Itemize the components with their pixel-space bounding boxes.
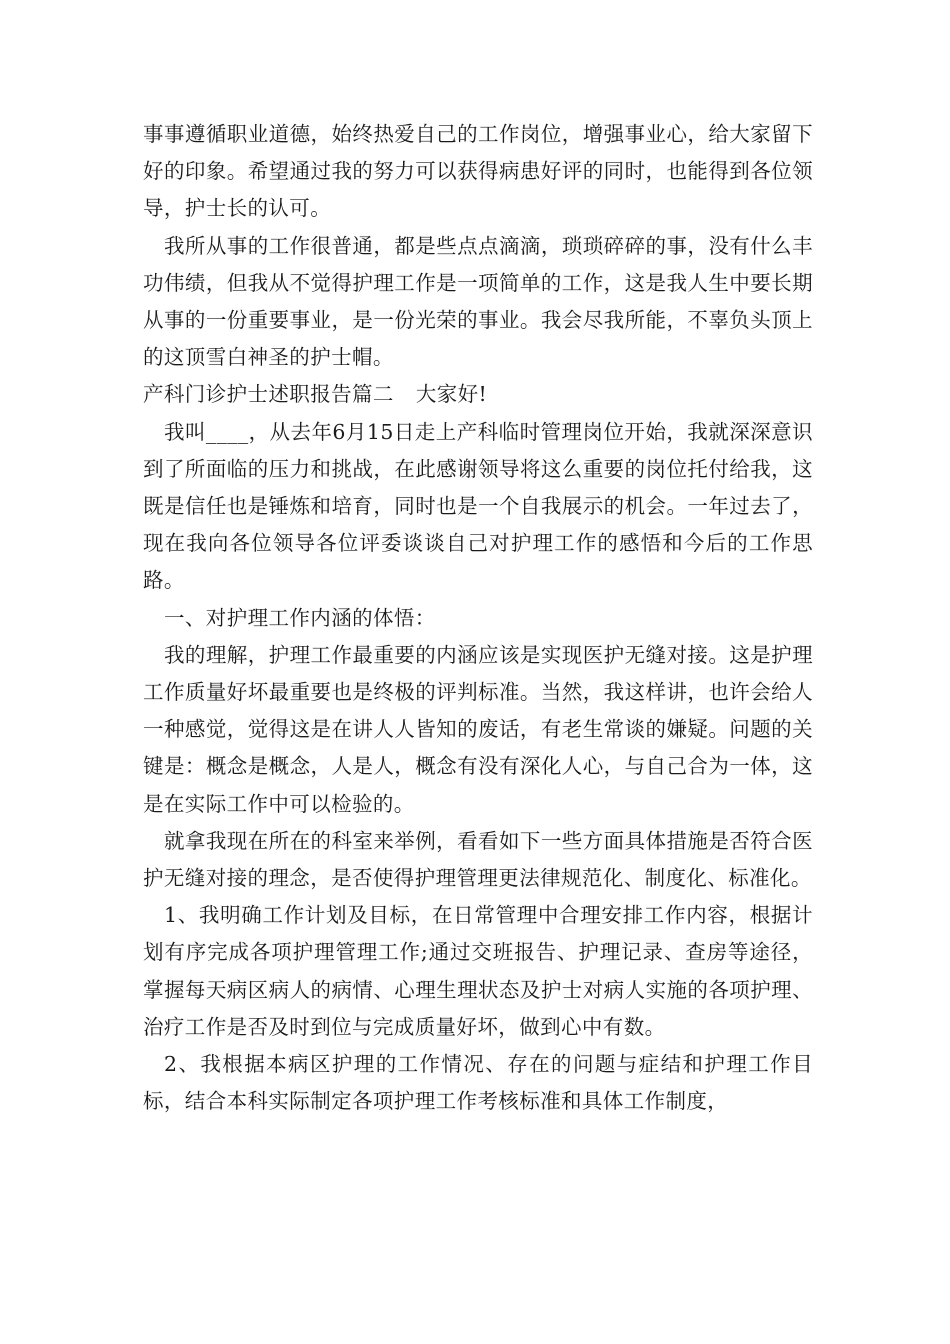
section-heading <box>143 376 813 413</box>
paragraph-2: 我所从事的工作很普通，都是些点点滴滴，琐琐碎碎的事，没有什么丰功伟绩，但我从不觉得护理工作是一项简单的工作，这是我人生中要长期从事的一份重要事业，是一份光荣的事业。我会尽我所能，不辜负头顶上的这顶雪白神圣的护士帽。 <box>143 233 813 370</box>
paragraph-1: 事事遵循职业道德，始终热爱自己的工作岗位，增强事业心，给大家留下好的印象。希望通过我的努力可以获得病患好评的同时，也能得到各位领导，护士长的认可。 <box>143 122 813 221</box>
paragraph-6: 就拿我现在所在的科室来举例，看看如下一些方面具体措施是否符合医护无缝对接的理念，是否使得护理管理更法律规范化、制度化、标准化。 <box>143 828 813 891</box>
paragraph-7: 1、我明确工作计划及目标，在日常管理中合理安排工作内容，根据计划有序完成各项护理管理工作;通过交班报告、护理记录、查房等途径，掌握每天病区病人的病情、心理生理状态及护士对病人实施的各项护理、治疗工作是否及时到位与完成质量好坏，做到心中有数。 <box>143 903 813 1039</box>
subheading-1: 一、对护理工作内涵的体悟： <box>164 605 436 630</box>
document-body <box>143 116 813 1120</box>
paragraph-3: 我叫____，从去年6月15日走上产科临时管理岗位开始，我就深深意识到了所面临的压力和挑战，在此感谢领导将这么重要的岗位托付给我，这既是信任也是锤炼和培育，同时也是一个自我展示的机会。一年过去了，现在我向各位领导各位评委谈谈自己对护理工作的感悟和今后的工作思路。 <box>143 419 813 593</box>
paragraph-8: 2、我根据本病区护理的工作情况、存在的问题与症结和护理工作目标，结合本科实际制定各项护理工作考核标准和具体工作制度， <box>143 1052 813 1114</box>
section-greeting: 大家好! <box>415 382 488 407</box>
section-title: 产科门诊护士述职报告篇二 <box>143 382 394 407</box>
paragraph-5: 我的理解，护理工作最重要的内涵应该是实现医护无缝对接。这是护理工作质量好坏最重要也是终极的评判标准。当然，我这样讲，也许会给人一种感觉，觉得这是在讲人人皆知的废话，有老生常谈的嫌疑。问题的关键是：概念是概念，人是人，概念有没有深化人心，与自己合为一体，这是在实际工作中可以检验的。 <box>143 642 813 816</box>
